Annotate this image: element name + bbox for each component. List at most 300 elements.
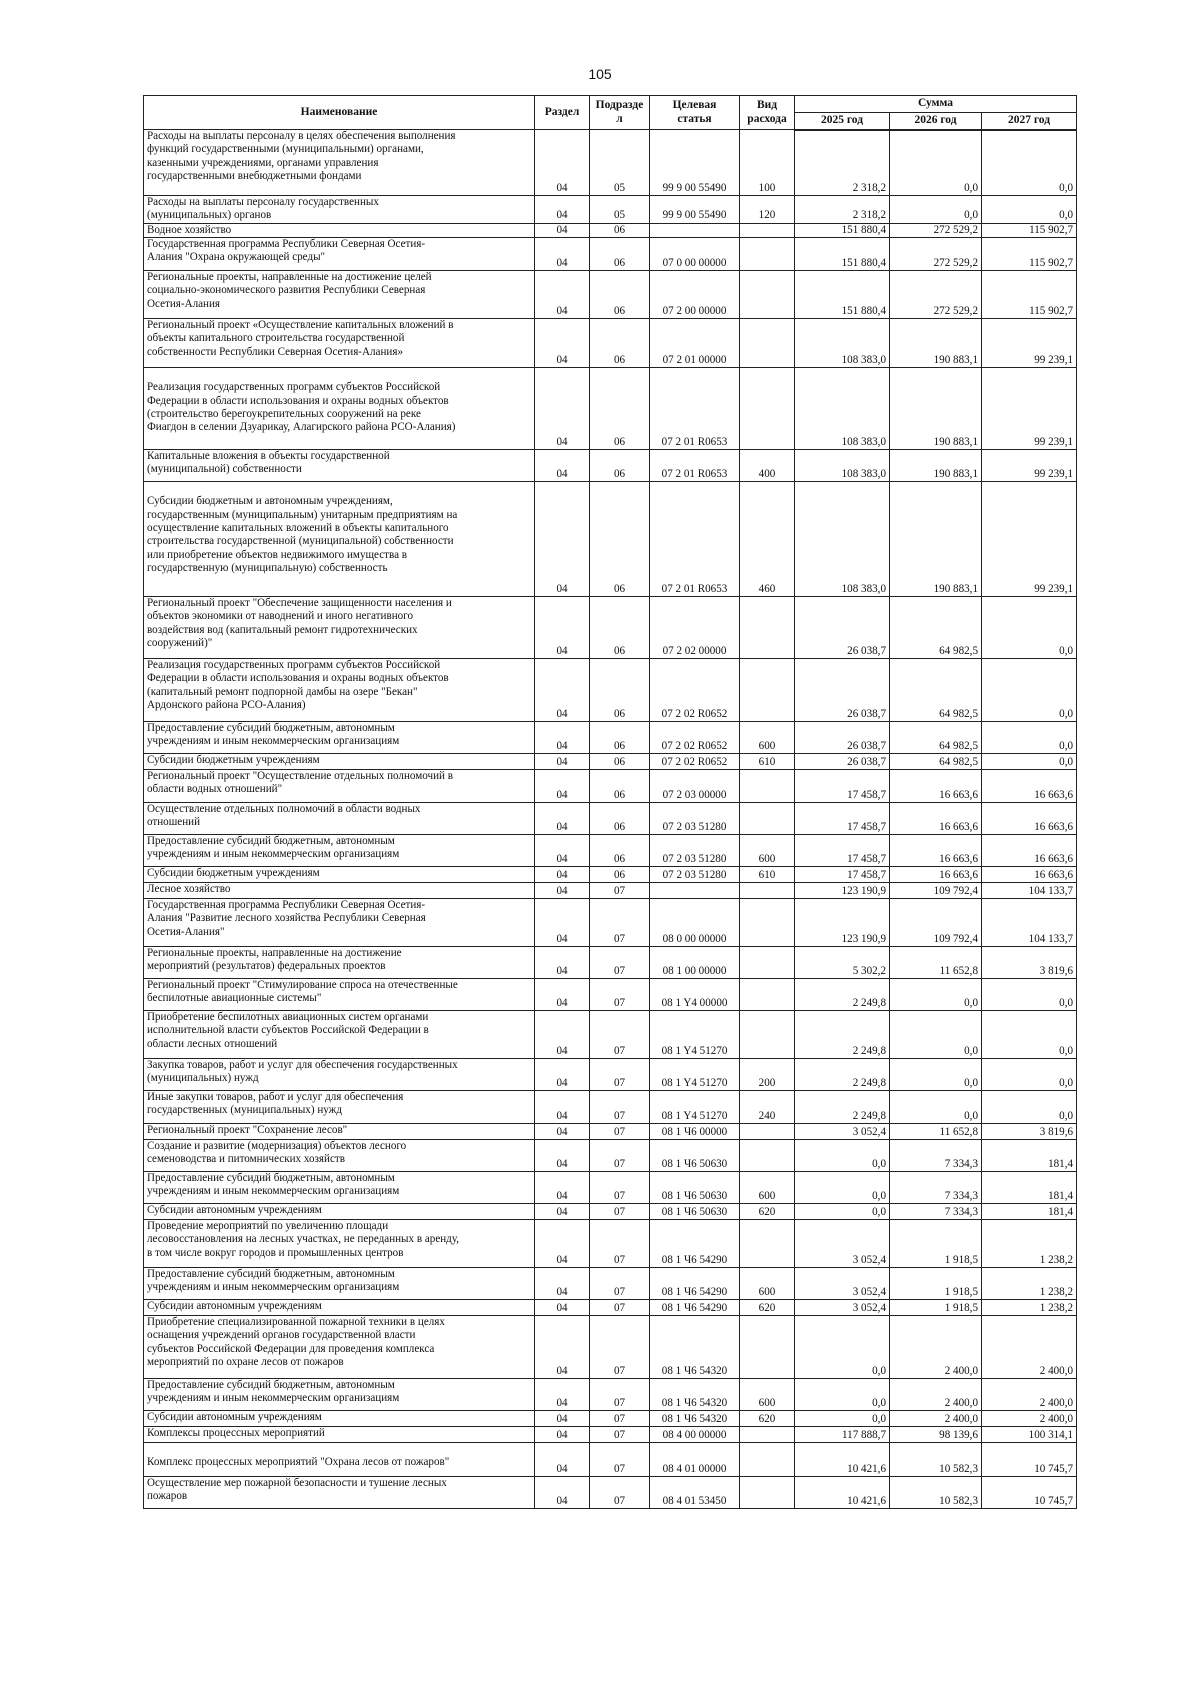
row-name: Региональный проект "Сохранение лесов" (144, 1124, 535, 1140)
row-vid (740, 238, 795, 271)
header-summa: Сумма (795, 96, 1077, 113)
row-vid (740, 1011, 795, 1059)
row-vid (740, 1316, 795, 1379)
row-vid: 460 (740, 482, 795, 597)
row-name: Государственная программа Республики Северная Осетия- Алания "Развитие лесного хозяйства Республики Северная Осетия-Алания" (144, 899, 535, 947)
row-name: Предоставление субсидий бюджетным, автономным учреждениям и иным некоммерческим организациям (144, 835, 535, 867)
row-razdel: 04 (535, 803, 590, 835)
row-tselevaya: 08 1 Y4 51270 (650, 1091, 740, 1124)
row-2027: 10 745,7 (982, 1443, 1077, 1477)
row-2026: 272 529,2 (890, 238, 982, 271)
row-2027: 0,0 (982, 196, 1077, 224)
row-tselevaya: 08 1 Ч6 54290 (650, 1300, 740, 1316)
row-name: Комплекс процессных мероприятий "Охрана лесов от пожаров" (144, 1443, 535, 1477)
row-tselevaya: 07 2 01 R0653 (650, 368, 740, 450)
row-2027: 1 238,2 (982, 1220, 1077, 1268)
row-vid: 620 (740, 1300, 795, 1316)
row-razdel: 04 (535, 1011, 590, 1059)
row-2025: 123 190,9 (795, 899, 890, 947)
table-row (144, 1300, 1077, 1316)
table-row (144, 1268, 1077, 1300)
row-2027: 115 902,7 (982, 223, 1077, 237)
row-name: Региональный проект "Осуществление отдельных полномочий в области водных отношений" (144, 770, 535, 803)
row-name: Иные закупки товаров, работ и услуг для обеспечения государственных (муниципальных) нужд (144, 1091, 535, 1124)
row-name: Государственная программа Республики Северная Осетия- Алания "Охрана окружающей среды" (144, 238, 535, 271)
row-2025: 17 458,7 (795, 803, 890, 835)
row-2025: 151 880,4 (795, 223, 890, 237)
row-2026: 190 883,1 (890, 450, 982, 482)
row-vid: 600 (740, 1268, 795, 1300)
row-2027: 10 745,7 (982, 1477, 1077, 1509)
table-row (144, 979, 1077, 1011)
row-vid: 600 (740, 835, 795, 867)
row-podrazdel: 06 (590, 803, 650, 835)
row-tselevaya: 08 1 Ч6 50630 (650, 1204, 740, 1220)
row-vid: 120 (740, 196, 795, 224)
row-podrazdel: 06 (590, 659, 650, 722)
header-vid: Вид расхода (740, 96, 795, 130)
row-razdel: 04 (535, 597, 590, 659)
row-2026: 7 334,3 (890, 1172, 982, 1204)
header-name: Наименование (144, 96, 535, 130)
row-2025: 17 458,7 (795, 867, 890, 883)
row-2026: 16 663,6 (890, 803, 982, 835)
row-2027: 99 239,1 (982, 450, 1077, 482)
row-tselevaya: 08 1 Y4 00000 (650, 979, 740, 1011)
row-2025: 0,0 (795, 1316, 890, 1379)
row-vid (740, 899, 795, 947)
row-vid (740, 1220, 795, 1268)
row-podrazdel: 06 (590, 722, 650, 754)
row-podrazdel: 07 (590, 899, 650, 947)
row-2027: 1 238,2 (982, 1300, 1077, 1316)
row-2025: 17 458,7 (795, 835, 890, 867)
table-row (144, 1204, 1077, 1220)
header-tselevaya: Целевая статья (650, 96, 740, 130)
row-name: Проведение мероприятий по увеличению площади лесовосстановления на лесных участках, не переданных в аренду, в том числе вокруг городов и промышленных центров (144, 1220, 535, 1268)
table-row (144, 883, 1077, 899)
table-row (144, 1316, 1077, 1379)
row-2026: 2 400,0 (890, 1379, 982, 1411)
row-razdel: 04 (535, 130, 590, 196)
row-2025: 2 318,2 (795, 196, 890, 224)
row-2025: 0,0 (795, 1140, 890, 1172)
row-razdel: 04 (535, 368, 590, 450)
table-row (144, 368, 1077, 450)
row-2025: 0,0 (795, 1379, 890, 1411)
row-2026: 1 918,5 (890, 1268, 982, 1300)
row-name: Субсидии бюджетным учреждениям (144, 867, 535, 883)
row-2026: 7 334,3 (890, 1140, 982, 1172)
row-2025: 108 383,0 (795, 319, 890, 368)
row-tselevaya: 08 4 01 53450 (650, 1477, 740, 1509)
row-2026: 1 918,5 (890, 1300, 982, 1316)
row-2026: 16 663,6 (890, 867, 982, 883)
table-row (144, 1427, 1077, 1443)
row-name: Расходы на выплаты персоналу в целях обеспечения выполнения функций государственными (муниципальными) органами, казенными учреждениями, органами управления государственными внебюджетными фондами (144, 130, 535, 196)
row-tselevaya (650, 223, 740, 237)
row-2025: 108 383,0 (795, 450, 890, 482)
row-2025: 108 383,0 (795, 368, 890, 450)
row-name: Расходы на выплаты персоналу государственных (муниципальных) органов (144, 196, 535, 224)
row-razdel: 04 (535, 1220, 590, 1268)
row-vid: 240 (740, 1091, 795, 1124)
row-2025: 123 190,9 (795, 883, 890, 899)
row-2026: 1 918,5 (890, 1220, 982, 1268)
row-vid: 610 (740, 754, 795, 770)
row-razdel: 04 (535, 1477, 590, 1509)
row-name: Субсидии бюджетным и автономным учреждениям, государственным (муниципальным) унитарным предприятиям на осуществление капитальных вложений в объекты капитального строительства государственной (муниципальной) собственности или приобретение объектов недвижимого имущества в государственную (муниципальную) собственность (144, 482, 535, 597)
row-vid (740, 803, 795, 835)
row-name: Региональный проект "Обеспечение защищенности населения и объектов экономики от наводнений и иного негативного воздействия вод (капитальный ремонт гидротехнических сооружений)" (144, 597, 535, 659)
row-tselevaya (650, 883, 740, 899)
table-row (144, 1091, 1077, 1124)
row-podrazdel: 06 (590, 770, 650, 803)
row-2027: 99 239,1 (982, 319, 1077, 368)
row-tselevaya: 07 2 03 51280 (650, 867, 740, 883)
row-tselevaya: 08 1 Ч6 54290 (650, 1220, 740, 1268)
row-name: Предоставление субсидий бюджетным, автономным учреждениям и иным некоммерческим организациям (144, 1268, 535, 1300)
row-tselevaya: 07 2 02 00000 (650, 597, 740, 659)
row-razdel: 04 (535, 1091, 590, 1124)
header-podrazdel: Подразде л (590, 96, 650, 130)
row-2026: 109 792,4 (890, 899, 982, 947)
row-2026: 64 982,5 (890, 754, 982, 770)
row-tselevaya: 08 1 Ч6 54320 (650, 1316, 740, 1379)
row-tselevaya: 08 1 Ч6 50630 (650, 1172, 740, 1204)
row-podrazdel: 07 (590, 883, 650, 899)
row-razdel: 04 (535, 450, 590, 482)
row-2026: 64 982,5 (890, 722, 982, 754)
row-name: Осуществление отдельных полномочий в области водных отношений (144, 803, 535, 835)
header-2027: 2027 год (982, 112, 1077, 129)
table-row (144, 1220, 1077, 1268)
row-razdel: 04 (535, 867, 590, 883)
row-podrazdel: 07 (590, 1204, 650, 1220)
row-tselevaya: 07 2 01 R0653 (650, 482, 740, 597)
row-vid: 600 (740, 722, 795, 754)
row-razdel: 04 (535, 722, 590, 754)
row-razdel: 04 (535, 947, 590, 979)
row-podrazdel: 06 (590, 238, 650, 271)
row-vid (740, 770, 795, 803)
row-tselevaya: 07 2 02 R0652 (650, 754, 740, 770)
table-row (144, 867, 1077, 883)
row-vid (740, 597, 795, 659)
row-2026: 10 582,3 (890, 1477, 982, 1509)
row-2025: 151 880,4 (795, 238, 890, 271)
row-2025: 17 458,7 (795, 770, 890, 803)
table-body (144, 130, 1077, 1509)
row-podrazdel: 07 (590, 1011, 650, 1059)
table-row (144, 271, 1077, 319)
row-2026: 98 139,6 (890, 1427, 982, 1443)
row-razdel: 04 (535, 1427, 590, 1443)
row-2025: 2 318,2 (795, 130, 890, 196)
row-tselevaya: 08 4 00 00000 (650, 1427, 740, 1443)
row-2027: 0,0 (982, 130, 1077, 196)
row-podrazdel: 07 (590, 1172, 650, 1204)
row-2027: 3 819,6 (982, 1124, 1077, 1140)
row-2026: 16 663,6 (890, 770, 982, 803)
row-podrazdel: 06 (590, 319, 650, 368)
header-2026: 2026 год (890, 112, 982, 129)
table-row (144, 754, 1077, 770)
row-razdel: 04 (535, 1316, 590, 1379)
row-2027: 3 819,6 (982, 947, 1077, 979)
row-2026: 2 400,0 (890, 1411, 982, 1427)
row-tselevaya: 99 9 00 55490 (650, 130, 740, 196)
row-tselevaya: 07 2 03 51280 (650, 803, 740, 835)
row-razdel: 04 (535, 770, 590, 803)
row-razdel: 04 (535, 1140, 590, 1172)
row-2025: 3 052,4 (795, 1268, 890, 1300)
row-2026: 0,0 (890, 1011, 982, 1059)
row-vid (740, 1443, 795, 1477)
row-vid: 620 (740, 1411, 795, 1427)
table-row (144, 597, 1077, 659)
row-2027: 115 902,7 (982, 271, 1077, 319)
row-2025: 26 038,7 (795, 659, 890, 722)
row-podrazdel: 06 (590, 450, 650, 482)
row-2027: 100 314,1 (982, 1427, 1077, 1443)
row-name: Реализация государственных программ субъектов Российской Федерации в области использования и охраны водных объектов (строительство берегоукрепительных сооружений на реке Фиагдон в селении Дзуарикау, Алагирского района РСО-Алания) (144, 368, 535, 450)
row-podrazdel: 07 (590, 947, 650, 979)
row-razdel: 04 (535, 835, 590, 867)
table-row (144, 835, 1077, 867)
row-2025: 0,0 (795, 1411, 890, 1427)
row-podrazdel: 06 (590, 597, 650, 659)
row-2027: 0,0 (982, 1011, 1077, 1059)
row-podrazdel: 07 (590, 1477, 650, 1509)
row-name: Региональный проект "Стимулирование спроса на отечественные беспилотные авиационные системы" (144, 979, 535, 1011)
row-vid (740, 319, 795, 368)
row-2025: 108 383,0 (795, 482, 890, 597)
row-podrazdel: 07 (590, 1300, 650, 1316)
row-name: Капитальные вложения в объекты государственной (муниципальной) собственности (144, 450, 535, 482)
table-row (144, 196, 1077, 224)
row-2027: 104 133,7 (982, 899, 1077, 947)
row-vid: 610 (740, 867, 795, 883)
row-podrazdel: 07 (590, 1443, 650, 1477)
row-tselevaya: 08 4 01 00000 (650, 1443, 740, 1477)
row-podrazdel: 05 (590, 196, 650, 224)
row-2027: 2 400,0 (982, 1379, 1077, 1411)
row-podrazdel: 06 (590, 271, 650, 319)
row-vid (740, 947, 795, 979)
row-name: Реализация государственных программ субъектов Российской Федерации в области использования и охраны водных объектов (капитальный ремонт подпорной дамбы на озере "Бекан" Ардонского района РСО-Алания) (144, 659, 535, 722)
row-2025: 26 038,7 (795, 722, 890, 754)
row-2027: 104 133,7 (982, 883, 1077, 899)
row-2027: 181,4 (982, 1204, 1077, 1220)
table-row (144, 482, 1077, 597)
row-name: Субсидии автономным учреждениям (144, 1411, 535, 1427)
row-tselevaya: 07 2 03 00000 (650, 770, 740, 803)
table-row (144, 130, 1077, 196)
row-2027: 0,0 (982, 722, 1077, 754)
row-name: Субсидии автономным учреждениям (144, 1300, 535, 1316)
row-2025: 3 052,4 (795, 1220, 890, 1268)
row-tselevaya: 08 0 00 00000 (650, 899, 740, 947)
row-2025: 151 880,4 (795, 271, 890, 319)
row-name: Предоставление субсидий бюджетным, автономным учреждениям и иным некоммерческим организациям (144, 722, 535, 754)
row-tselevaya: 07 2 02 R0652 (650, 722, 740, 754)
row-2025: 2 249,8 (795, 979, 890, 1011)
row-vid (740, 1124, 795, 1140)
row-2025: 10 421,6 (795, 1477, 890, 1509)
row-vid: 400 (740, 450, 795, 482)
row-razdel: 04 (535, 1172, 590, 1204)
row-2025: 0,0 (795, 1172, 890, 1204)
row-2025: 0,0 (795, 1204, 890, 1220)
header-2025: 2025 год (795, 112, 890, 129)
row-razdel: 04 (535, 223, 590, 237)
row-2026: 0,0 (890, 1091, 982, 1124)
row-2025: 2 249,8 (795, 1059, 890, 1091)
row-tselevaya: 08 1 Ч6 54290 (650, 1268, 740, 1300)
row-podrazdel: 07 (590, 1316, 650, 1379)
row-2026: 190 883,1 (890, 319, 982, 368)
table-row (144, 1411, 1077, 1427)
row-2027: 1 238,2 (982, 1268, 1077, 1300)
budget-table (143, 95, 1077, 1509)
row-razdel: 04 (535, 1204, 590, 1220)
row-2026: 0,0 (890, 130, 982, 196)
row-2027: 99 239,1 (982, 368, 1077, 450)
row-2026: 11 652,8 (890, 947, 982, 979)
row-2025: 2 249,8 (795, 1011, 890, 1059)
row-tselevaya: 08 1 Ч6 00000 (650, 1124, 740, 1140)
row-razdel: 04 (535, 1411, 590, 1427)
row-2025: 3 052,4 (795, 1124, 890, 1140)
row-tselevaya: 07 2 03 51280 (650, 835, 740, 867)
row-razdel: 04 (535, 1124, 590, 1140)
row-podrazdel: 07 (590, 1091, 650, 1124)
row-name: Приобретение беспилотных авиационных систем органами исполнительной власти субъектов Российской Федерации в области лесных отношений (144, 1011, 535, 1059)
row-tselevaya: 07 2 02 R0652 (650, 659, 740, 722)
row-2027: 0,0 (982, 1091, 1077, 1124)
row-2027: 181,4 (982, 1140, 1077, 1172)
row-2027: 0,0 (982, 597, 1077, 659)
row-2027: 0,0 (982, 979, 1077, 1011)
row-vid (740, 659, 795, 722)
row-podrazdel: 07 (590, 1411, 650, 1427)
row-razdel: 04 (535, 1379, 590, 1411)
table-row (144, 659, 1077, 722)
row-2025: 5 302,2 (795, 947, 890, 979)
row-2025: 117 888,7 (795, 1427, 890, 1443)
table-row (144, 319, 1077, 368)
row-2027: 99 239,1 (982, 482, 1077, 597)
row-vid: 600 (740, 1379, 795, 1411)
row-razdel: 04 (535, 1059, 590, 1091)
row-2027: 16 663,6 (982, 770, 1077, 803)
row-2026: 11 652,8 (890, 1124, 982, 1140)
row-podrazdel: 07 (590, 1268, 650, 1300)
row-vid: 200 (740, 1059, 795, 1091)
row-2026: 190 883,1 (890, 482, 982, 597)
row-razdel: 04 (535, 1443, 590, 1477)
row-razdel: 04 (535, 238, 590, 271)
table-row (144, 1124, 1077, 1140)
row-2026: 190 883,1 (890, 368, 982, 450)
row-podrazdel: 06 (590, 368, 650, 450)
row-podrazdel: 06 (590, 867, 650, 883)
row-razdel: 04 (535, 899, 590, 947)
row-2026: 64 982,5 (890, 597, 982, 659)
row-2025: 26 038,7 (795, 754, 890, 770)
header-razdel: Раздел (535, 96, 590, 130)
row-razdel: 04 (535, 979, 590, 1011)
row-tselevaya: 08 1 Ч6 54320 (650, 1379, 740, 1411)
row-razdel: 04 (535, 482, 590, 597)
row-name: Комплексы процессных мероприятий (144, 1427, 535, 1443)
row-name: Осуществление мер пожарной безопасности и тушение лесных пожаров (144, 1477, 535, 1509)
row-podrazdel: 05 (590, 130, 650, 196)
row-tselevaya: 99 9 00 55490 (650, 196, 740, 224)
row-tselevaya: 08 1 Ч6 50630 (650, 1140, 740, 1172)
row-vid (740, 883, 795, 899)
page-number: 105 (588, 66, 612, 82)
row-2026: 109 792,4 (890, 883, 982, 899)
row-2027: 0,0 (982, 754, 1077, 770)
table-row (144, 238, 1077, 271)
row-name: Водное хозяйство (144, 223, 535, 237)
row-2026: 2 400,0 (890, 1316, 982, 1379)
row-2027: 2 400,0 (982, 1411, 1077, 1427)
row-tselevaya: 08 1 Y4 51270 (650, 1059, 740, 1091)
row-2027: 0,0 (982, 659, 1077, 722)
row-razdel: 04 (535, 196, 590, 224)
row-2027: 16 663,6 (982, 835, 1077, 867)
table-row (144, 1172, 1077, 1204)
row-2027: 16 663,6 (982, 803, 1077, 835)
row-2026: 272 529,2 (890, 271, 982, 319)
row-2026: 272 529,2 (890, 223, 982, 237)
table-row (144, 1443, 1077, 1477)
row-name: Субсидии бюджетным учреждениям (144, 754, 535, 770)
row-tselevaya: 08 1 00 00000 (650, 947, 740, 979)
row-razdel: 04 (535, 754, 590, 770)
row-2026: 64 982,5 (890, 659, 982, 722)
row-podrazdel: 07 (590, 1427, 650, 1443)
row-razdel: 04 (535, 883, 590, 899)
row-2025: 3 052,4 (795, 1300, 890, 1316)
row-name: Предоставление субсидий бюджетным, автономным учреждениям и иным некоммерческим организациям (144, 1379, 535, 1411)
row-2026: 0,0 (890, 979, 982, 1011)
row-podrazdel: 07 (590, 979, 650, 1011)
row-2026: 0,0 (890, 1059, 982, 1091)
row-2027: 2 400,0 (982, 1316, 1077, 1379)
table-row (144, 770, 1077, 803)
table-row (144, 1011, 1077, 1059)
row-tselevaya: 07 2 00 00000 (650, 271, 740, 319)
row-2027: 115 902,7 (982, 238, 1077, 271)
row-vid (740, 271, 795, 319)
row-name: Субсидии автономным учреждениям (144, 1204, 535, 1220)
row-tselevaya: 08 1 Y4 51270 (650, 1011, 740, 1059)
row-2025: 2 249,8 (795, 1091, 890, 1124)
row-name: Региональный проект «Осуществление капитальных вложений в объекты капитального строительства государственной собственности Республики Северная Осетия-Алания» (144, 319, 535, 368)
row-name: Создание и развитие (модернизация) объектов лесного семеноводства и питомнических хозяйств (144, 1140, 535, 1172)
row-tselevaya: 08 1 Ч6 54320 (650, 1411, 740, 1427)
row-razdel: 04 (535, 271, 590, 319)
table-row (144, 1379, 1077, 1411)
row-vid: 600 (740, 1172, 795, 1204)
row-tselevaya: 07 2 01 R0653 (650, 450, 740, 482)
row-razdel: 04 (535, 319, 590, 368)
row-2027: 0,0 (982, 1059, 1077, 1091)
